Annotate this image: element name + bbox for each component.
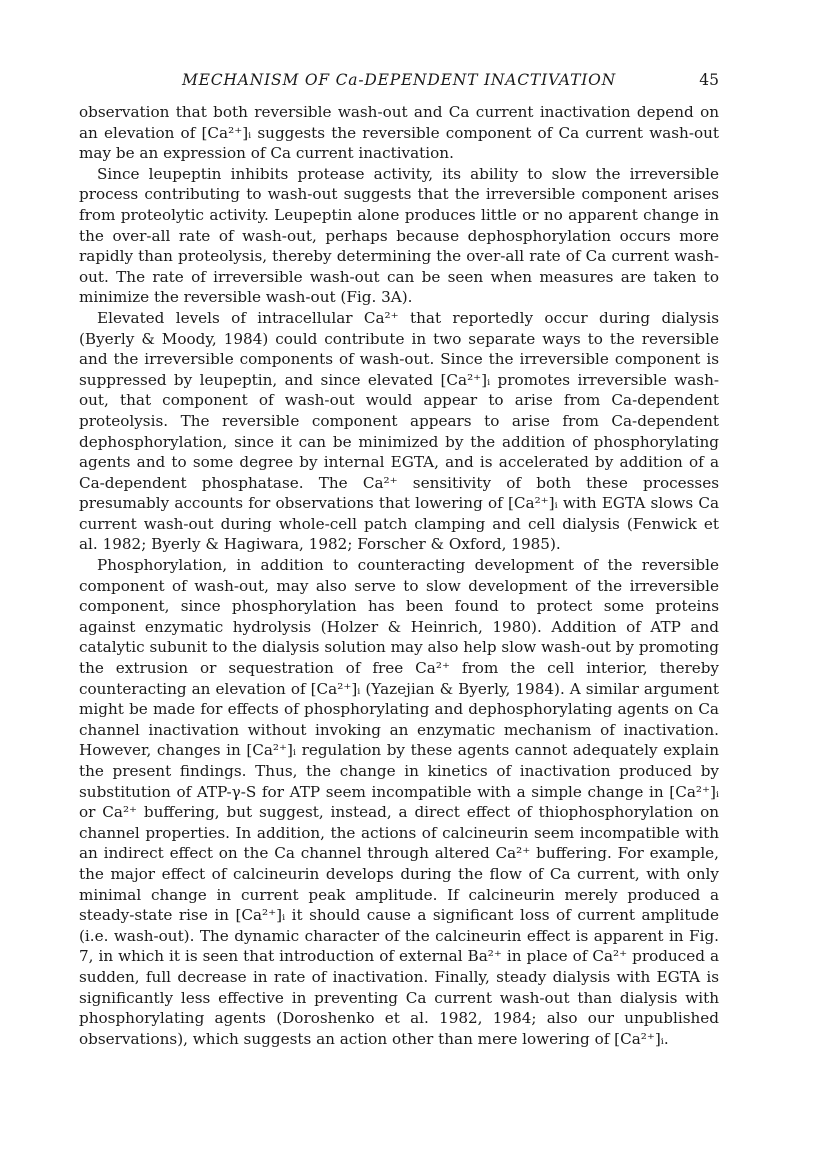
- paragraph-leupeptin: Since leupeptin inhibits protease activity, its ability to slow the irreversible process contributing to wash-out suggests that the irreversible component arises from proteolytic activity. Leupeptin alone produces little or no apparent change in the over-all rate of wash-out, perhaps because dephosphorylation occurs more rapidly than proteolysis, thereby determining the over-all rate of Ca current wash-out. The rate of irreversible wash-out can be seen when measures are taken to minimize the reversible wash-out (Fig. 3A).: [79, 164, 719, 307]
- journal-page: [79, 70, 719, 1049]
- paragraph-continuation: observation that both reversible wash-out and Ca current inactivation depend on an elevation of [Ca²⁺]ᵢ suggests the reversible component of Ca current wash-out may be an expression of Ca current inactivation.: [79, 103, 719, 163]
- paragraph-phosphorylation: Phosphorylation, in addition to counteracting development of the reversible component of wash-out, may also serve to slow development of the irreversible component, since phosphorylation has been found to protect some proteins against enzymatic hydrolysis (Holzer & Heinrich, 1980). Addition of ATP and catalytic subunit to the dialysis solution may also help slow wash-out by promoting the extrusion or sequestration of free Ca²⁺ from the cell interior, thereby counteracting an elevation of [Ca²⁺]ᵢ (Yazejian & Byerly, 1984). A similar argument might be made for effects of phosphorylating and dephosphorylating agents on Ca channel inactivation without invoking an enzymatic mechanism of inactivation. However, changes in [Ca²⁺]ᵢ regulation by these agents cannot adequately explain the present findings. Thus, the change in kinetics of inactivation produced by substitution of ATP-γ-S for ATP seem incompatible with a simple change in [Ca²⁺]ᵢ or Ca²⁺ buffering, but suggest, instead, a direct effect of thiophosphorylation on channel properties. In addition, the actions of calcineurin seem incompatible with an indirect effect on the Ca channel through altered Ca²⁺ buffering. For example, the major effect of calcineurin develops during the flow of Ca current, with only minimal change in current peak amplitude. If calcineurin merely produced a steady-state rise in [Ca²⁺]ᵢ it should cause a significant loss of current amplitude (i.e. wash-out). The dynamic character of the calcineurin effect is apparent in Fig. 7, in which it is seen that introduction of external Ba²⁺ in place of Ca²⁺ produced a sudden, full decrease in rate of inactivation. Finally, steady dialysis with EGTA is significantly less effective in preventing Ca current wash-out than dialysis with phosphorylating agents (Doroshenko et al. 1982, 1984; also our unpublished observations), which suggests an action other than mere lowering of [Ca²⁺]ᵢ.: [79, 556, 719, 1048]
- running-title: MECHANISM OF Ca-DEPENDENT INACTIVATION: [181, 71, 617, 89]
- paragraph-intracellular-calcium: Elevated levels of intracellular Ca²⁺ that reportedly occur during dialysis (Byerly & Moody, 1984) could contribute in two separate ways to the reversible and the irreversible components of wash-out. Since the irreversible component is suppressed by leupeptin, and since elevated [Ca²⁺]ᵢ promotes irreversible wash-out, that component of wash-out would appear to arise from Ca-dependent proteolysis. The reversible component appears to arise from Ca-dependent dephosphorylation, since it can be minimized by the addition of phosphorylating agents and to some degree by internal EGTA, and is accelerated by addition of a Ca-dependent phosphatase. The Ca²⁺ sensitivity of both these processes presumably accounts for observations that lowering of [Ca²⁺]ᵢ with EGTA slows Ca current wash-out during whole-cell patch clamping and cell dialysis (Fenwick et al. 1982; Byerly & Hagiwara, 1982; Forscher & Oxford, 1985).: [79, 308, 719, 554]
- page-header: [79, 70, 719, 96]
- page-number: 45: [699, 71, 719, 89]
